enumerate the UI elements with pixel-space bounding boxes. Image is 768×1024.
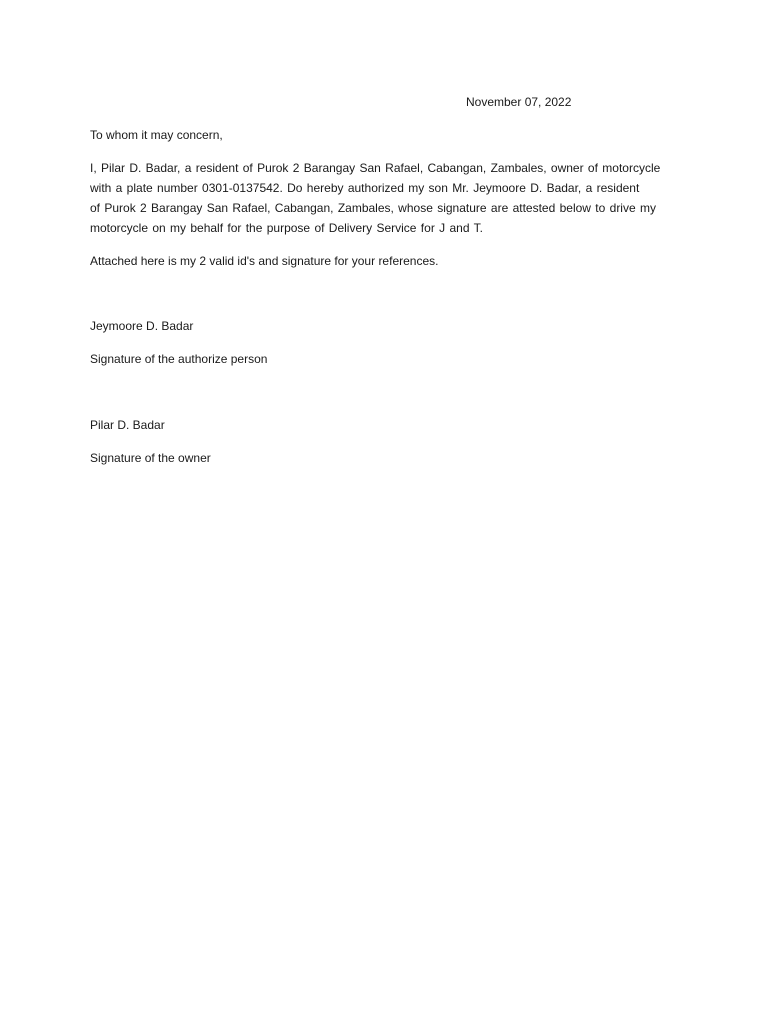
owner-name: Pilar D. Badar: [90, 418, 165, 432]
owner-signature-caption: Signature of the owner: [90, 451, 211, 465]
authorized-person-signature-caption: Signature of the authorize person: [90, 352, 268, 366]
letter-body: [90, 161, 660, 241]
attachment-note: Attached here is my 2 valid id's and signature for your references.: [90, 254, 439, 268]
body-line: I, Pilar D. Badar, a resident of Purok 2 Barangay San Rafael, Cabangan, Zambales, owner of motorcycle: [90, 161, 661, 175]
authorized-person-name: Jeymoore D. Badar: [90, 319, 194, 333]
letter-date: November 07, 2022: [466, 95, 572, 109]
body-line: of Purok 2 Barangay San Rafael, Cabangan, Zambales, whose signature are attested below to drive my: [90, 201, 656, 215]
body-line: motorcycle on my behalf for the purpose of Delivery Service for J and T.: [90, 221, 483, 235]
salutation: To whom it may concern,: [90, 128, 223, 142]
body-line: with a plate number 0301-0137542. Do hereby authorized my son Mr. Jeymoore D. Badar, a resident: [90, 181, 640, 195]
